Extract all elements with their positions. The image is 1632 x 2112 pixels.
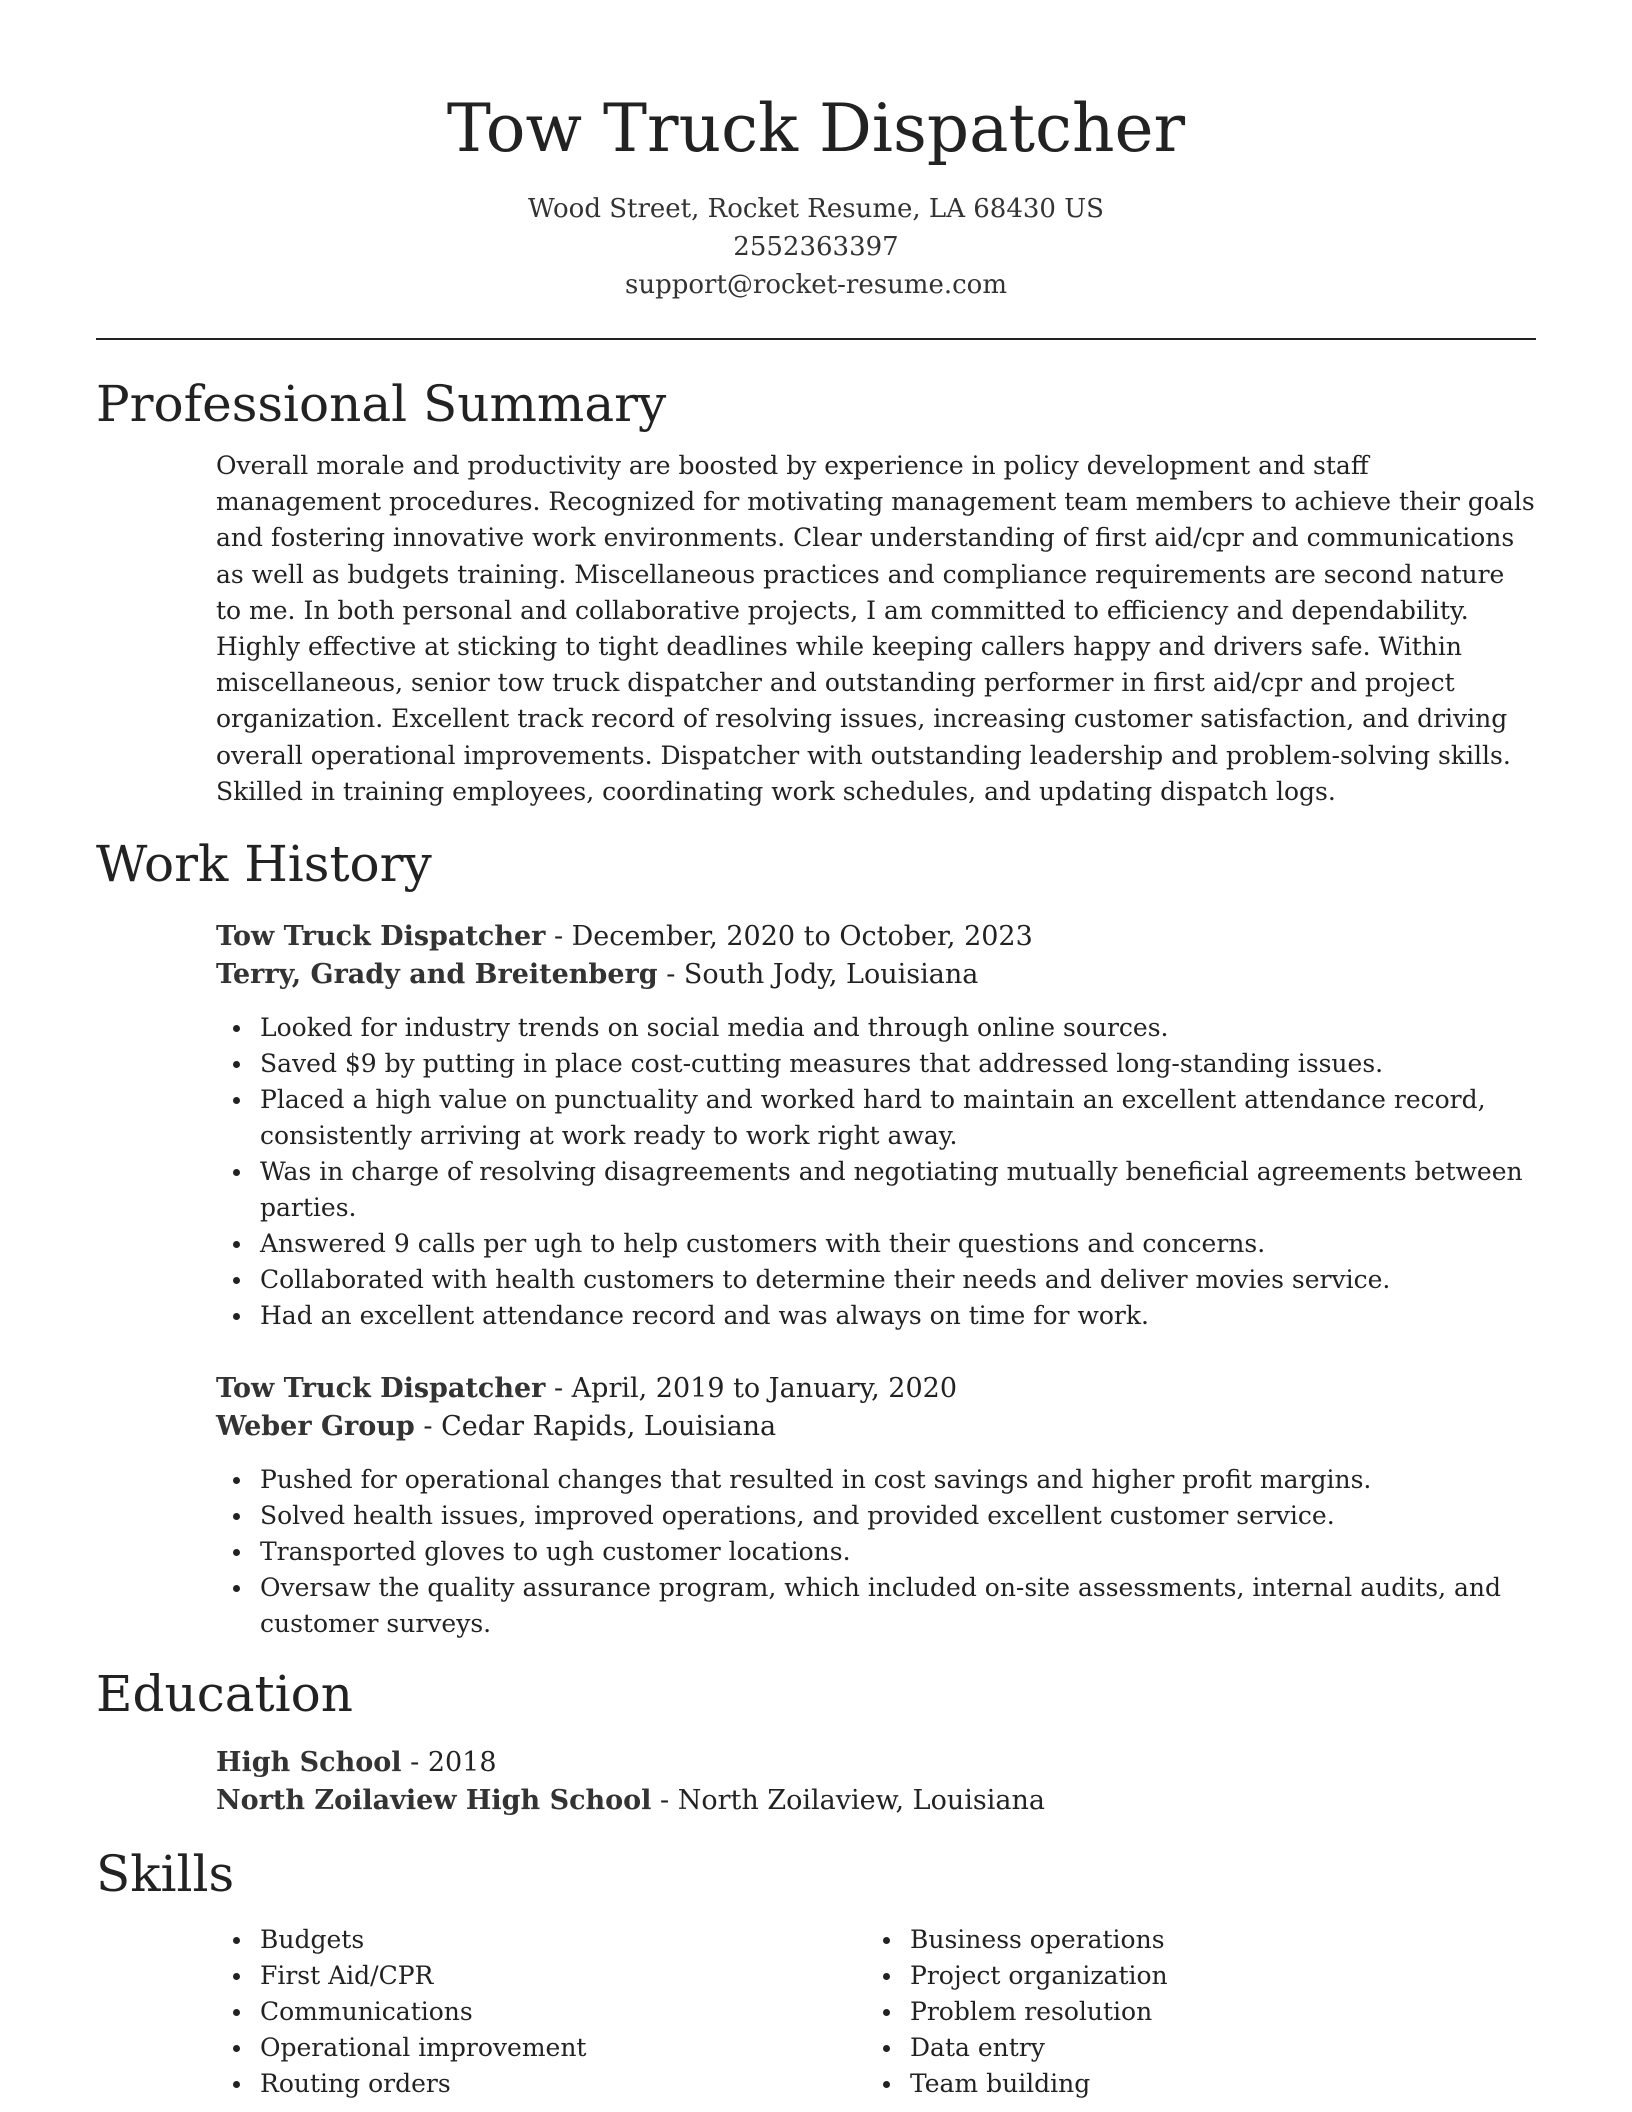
skills-list bbox=[216, 1922, 866, 2102]
skill-item: Business operations bbox=[910, 1922, 1516, 1958]
address: Wood Street, Rocket Resume, LA 68430 US bbox=[528, 194, 1104, 224]
skills-column-right bbox=[866, 1922, 1516, 2102]
phone-number: 2552363397 bbox=[733, 232, 899, 262]
education-location: - North Zoilaview, Louisiana bbox=[651, 1785, 1045, 1817]
resume-header bbox=[96, 0, 1536, 304]
email-address: support@rocket-resume.com bbox=[624, 270, 1007, 300]
skills-section bbox=[96, 1842, 1536, 2102]
skill-item: Operational improvement bbox=[260, 2030, 866, 2066]
job-title-line bbox=[216, 1370, 1536, 1408]
section-title-work: Work History bbox=[96, 835, 432, 894]
job-bullets bbox=[216, 1462, 1536, 1642]
education-school: North Zoilaview High School bbox=[216, 1785, 652, 1817]
section-title-education: Education bbox=[96, 1665, 353, 1724]
job-entry bbox=[96, 1370, 1536, 1642]
job-company: Weber Group bbox=[216, 1411, 415, 1443]
education-degree-line bbox=[216, 1744, 1536, 1782]
job-position: Tow Truck Dispatcher bbox=[216, 921, 546, 953]
skill-item: Communications bbox=[260, 1994, 866, 2030]
job-location: - Cedar Rapids, Louisiana bbox=[414, 1411, 777, 1443]
skill-item: Team building bbox=[910, 2066, 1516, 2102]
list-item: Was in charge of resolving disagreements and negotiating mutually beneficial agreements between parties. bbox=[260, 1154, 1536, 1226]
skill-item: Problem resolution bbox=[910, 1994, 1516, 2030]
education-section bbox=[96, 1662, 1536, 1820]
skill-item: Data entry bbox=[910, 2030, 1516, 2066]
skills-grid bbox=[96, 1922, 1536, 2102]
job-position: Tow Truck Dispatcher bbox=[216, 1373, 546, 1405]
skill-item: Routing orders bbox=[260, 2066, 866, 2102]
skills-list bbox=[866, 1922, 1516, 2102]
list-item: Saved $9 by putting in place cost-cutting measures that addressed long-standing issues. bbox=[260, 1046, 1536, 1082]
education-entry bbox=[96, 1744, 1536, 1820]
list-item: Collaborated with health customers to determine their needs and deliver movies service. bbox=[260, 1262, 1536, 1298]
job-company: Terry, Grady and Breitenberg bbox=[216, 959, 658, 991]
list-item: Transported gloves to ugh customer locations. bbox=[260, 1534, 1536, 1570]
contact-info bbox=[96, 190, 1536, 304]
professional-summary-section bbox=[96, 372, 1536, 810]
job-location: - South Jody, Louisiana bbox=[657, 959, 979, 991]
list-item: Looked for industry trends on social media and through online sources. bbox=[260, 1010, 1536, 1046]
skills-column-left bbox=[216, 1922, 866, 2102]
candidate-name: Tow Truck Dispatcher bbox=[446, 90, 1186, 167]
job-company-line bbox=[216, 1408, 1536, 1446]
job-dates: - December, 2020 to October, 2023 bbox=[545, 921, 1033, 953]
job-dates: - April, 2019 to January, 2020 bbox=[545, 1373, 958, 1405]
section-title-summary: Professional Summary bbox=[96, 375, 667, 433]
list-item: Had an excellent attendance record and was always on time for work. bbox=[260, 1298, 1536, 1334]
skill-item: First Aid/CPR bbox=[260, 1958, 866, 1994]
education-school-line bbox=[216, 1782, 1536, 1820]
section-title-skills: Skills bbox=[96, 1845, 235, 1904]
job-title-line bbox=[216, 918, 1536, 956]
job-bullets bbox=[216, 1010, 1536, 1334]
job-entry bbox=[96, 918, 1536, 1334]
list-item: Answered 9 calls per ugh to help customers with their questions and concerns. bbox=[260, 1226, 1536, 1262]
work-history-section bbox=[96, 832, 1536, 1642]
summary-text: Overall morale and productivity are boosted by experience in policy development and staff management procedures. Recognized for motivating management team members to achieve their goals and fostering innovative work environments. Clear understanding of first aid/cpr and communications as well as budgets training. Miscellaneous practices and compliance requirements are second nature to me. In both personal and collaborative projects, I am committed to efficiency and dependability. Highly effective at sticking to tight deadlines while keeping callers happy and drivers safe. Within miscellaneous, senior tow truck dispatcher and outstanding performer in first aid/cpr and project organization. Excellent track record of resolving issues, increasing customer satisfaction, and driving overall operational improvements. Dispatcher with outstanding leadership and problem-solving skills. Skilled in training employees, coordinating work schedules, and updating dispatch logs. bbox=[216, 451, 1535, 806]
list-item: Oversaw the quality assurance program, which included on-site assessments, internal audits, and customer surveys. bbox=[260, 1570, 1536, 1642]
header-divider bbox=[96, 338, 1536, 340]
job-company-line bbox=[216, 956, 1536, 994]
skill-item: Budgets bbox=[260, 1922, 866, 1958]
list-item: Pushed for operational changes that resulted in cost savings and higher profit margins. bbox=[260, 1462, 1536, 1498]
education-year: - 2018 bbox=[401, 1747, 497, 1779]
skill-item: Project organization bbox=[910, 1958, 1516, 1994]
list-item: Solved health issues, improved operations, and provided excellent customer service. bbox=[260, 1498, 1536, 1534]
list-item: Placed a high value on punctuality and worked hard to maintain an excellent attendance record, consistently arriving at work ready to work right away. bbox=[260, 1082, 1536, 1154]
education-degree: High School bbox=[216, 1747, 402, 1779]
